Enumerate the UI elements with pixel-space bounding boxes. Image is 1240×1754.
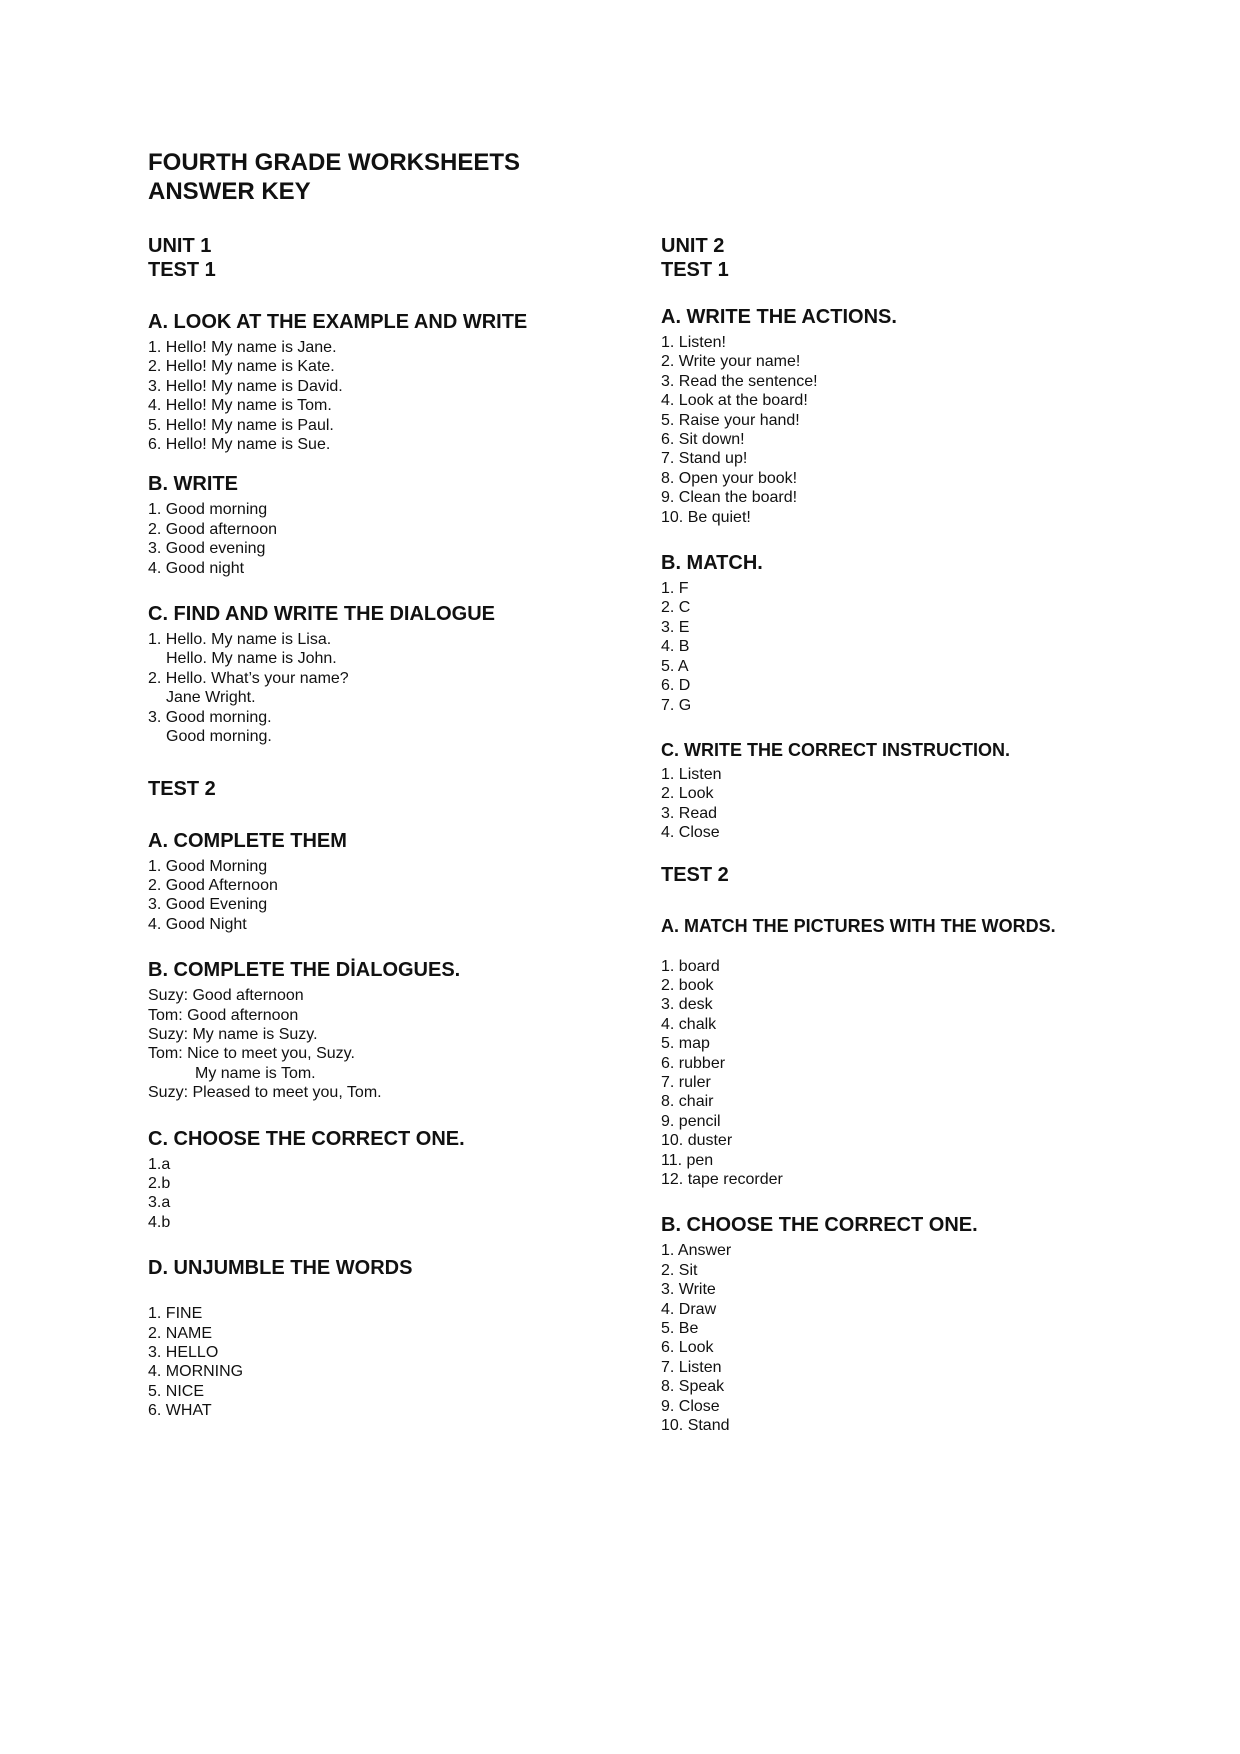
list-item: 3. Write (661, 1281, 716, 1299)
u2-t1-section-b-heading: B. MATCH. (661, 552, 763, 575)
list-item: 2.b (148, 1174, 171, 1192)
list-item: Tom: Nice to meet you, Suzy. (148, 1045, 355, 1063)
list-item: 4. Draw (661, 1300, 717, 1318)
list-item: 1. FINE (148, 1305, 203, 1323)
list-item: 2. Look (661, 785, 714, 803)
list-item: 5. Hello! My name is Paul. (148, 416, 334, 434)
list-item: 8. chair (661, 1093, 714, 1111)
list-item: 3. Read (661, 804, 718, 822)
unit-1-test-2-heading: TEST 2 (148, 777, 216, 800)
u1-t1-section-c-list (148, 630, 628, 746)
list-item: 1. Good Morning (148, 857, 268, 875)
list-item: 2. Hello. What’s your name? (148, 669, 349, 687)
u1-t2-section-b-list (148, 986, 628, 1102)
list-item: Tom: Good afternoon (148, 1006, 299, 1024)
u1-t2-section-a-list (148, 857, 628, 935)
list-item: 1. Hello! My name is Jane. (148, 339, 337, 356)
list-item: 10. duster (661, 1132, 733, 1150)
unit-1-heading: UNIT 1 (148, 235, 212, 257)
list-item: 9. Close (661, 1397, 720, 1415)
list-item: 6. Look (661, 1339, 714, 1357)
list-item: 3. Read the sentence! (661, 372, 818, 390)
unit-2-test-2-heading: TEST 2 (661, 863, 729, 886)
u1-t1-section-a-list (148, 338, 628, 454)
list-item: 2. Sit (661, 1261, 698, 1279)
list-item: 7. G (661, 696, 692, 714)
u1-t2-section-d-heading: D. UNJUMBLE THE WORDS (148, 1257, 413, 1280)
list-item: 8. Speak (661, 1378, 725, 1396)
u1-t1-section-c-heading: C. FIND AND WRITE THE DIALOGUE (148, 603, 496, 626)
list-item: 1. board (661, 957, 720, 975)
u2-t1-section-b-list (661, 579, 1141, 715)
right-column (661, 234, 1141, 1435)
list-item: 2. Hello! My name is Kate. (148, 358, 335, 376)
list-item: 9. Clean the board! (661, 489, 798, 507)
list-item: 2. Good Afternoon (148, 876, 278, 894)
u2-t1-section-a-list (661, 333, 1141, 527)
list-item: 4. Good Night (148, 915, 247, 933)
list-item: 10. Be quiet! (661, 508, 751, 526)
list-item: 11. pen (661, 1151, 714, 1169)
u2-t2-section-a-heading: A. MATCH THE PICTURES WITH THE WORDS. (661, 915, 1056, 936)
list-item: 3.a (148, 1194, 171, 1212)
list-item: 4. MORNING (148, 1363, 244, 1381)
list-item: 1. F (661, 580, 689, 598)
list-item: 2. Write your name! (661, 353, 801, 371)
u1-t1-section-a-heading: A. LOOK AT THE EXAMPLE AND WRITE (148, 311, 528, 333)
list-item: 1. Listen (661, 765, 722, 783)
list-item: My name is Tom. (195, 1064, 316, 1082)
list-item: 3. desk (661, 996, 713, 1014)
list-item: 5. map (661, 1035, 710, 1053)
list-item: 3. Good evening (148, 540, 266, 558)
u2-t1-section-c-list (661, 765, 1141, 843)
u1-t2-section-b-heading: B. COMPLETE THE DİALOGUES. (148, 959, 461, 982)
list-item: 6. Sit down! (661, 431, 745, 449)
list-item: 5. Be (661, 1320, 699, 1338)
u2-t1-section-a-heading: A. WRITE THE ACTIONS. (661, 306, 897, 328)
list-item: 4. Look at the board! (661, 392, 808, 410)
u2-t2-section-b-heading: B. CHOOSE THE CORRECT ONE. (661, 1214, 978, 1237)
list-item: 4.b (148, 1213, 171, 1231)
u2-t2-section-b-list (661, 1241, 1141, 1435)
list-item: 1. Answer (661, 1242, 732, 1260)
list-item: 9. pencil (661, 1112, 721, 1130)
list-item: Suzy: Good afternoon (148, 987, 304, 1005)
list-item: 3. E (661, 618, 690, 636)
list-item: Good morning. (166, 728, 272, 746)
list-item: 6. rubber (661, 1054, 726, 1072)
page-title (148, 148, 520, 206)
list-item: 6. D (661, 677, 691, 695)
list-item: 4. Hello! My name is Tom. (148, 397, 332, 415)
u1-t2-section-a-heading: A. COMPLETE THEM (148, 829, 347, 852)
left-column (148, 234, 628, 1421)
u1-t1-section-b-list (148, 500, 628, 578)
list-item: 7. Listen (661, 1358, 722, 1376)
list-item: 6. Hello! My name is Sue. (148, 436, 331, 454)
list-item: 3. Good Evening (148, 896, 268, 914)
list-item: 6. WHAT (148, 1402, 212, 1420)
u1-t2-section-d-list (148, 1304, 628, 1420)
list-item: 1. Good morning (148, 501, 268, 519)
list-item: 4. B (661, 638, 690, 656)
list-item: 3. HELLO (148, 1344, 219, 1361)
list-item: 4. Close (661, 824, 720, 842)
list-item: 8. Open your book! (661, 469, 798, 487)
list-item: 12. tape recorder (661, 1171, 783, 1188)
u1-t2-section-c-list (148, 1155, 628, 1233)
list-item: 1. Hello. My name is Lisa. (148, 631, 332, 649)
list-item: 4. Good night (148, 559, 245, 577)
list-item: 5. A (661, 657, 689, 675)
unit-2-heading: UNIT 2 (661, 235, 725, 257)
unit-1-test-1-heading: TEST 1 (148, 259, 216, 281)
list-item: Jane Wright. (166, 689, 256, 707)
list-item: 2. book (661, 976, 714, 994)
list-item: 5. NICE (148, 1382, 205, 1400)
u1-t1-section-b-heading: B. WRITE (148, 473, 238, 496)
list-item: 10. Stand (661, 1417, 730, 1435)
title-line-1: FOURTH GRADE WORKSHEETS (148, 149, 520, 176)
list-item: 5. Raise your hand! (661, 411, 800, 429)
u1-t2-section-c-heading: C. CHOOSE THE CORRECT ONE. (148, 1127, 465, 1150)
list-item: 2. C (661, 599, 691, 617)
list-item: 7. Stand up! (661, 450, 748, 468)
list-item: 7. ruler (661, 1073, 711, 1091)
title-line-2: ANSWER KEY (148, 178, 311, 205)
list-item: 3. Good morning. (148, 708, 272, 726)
u2-t2-section-a-list (661, 957, 1141, 1190)
u2-t1-section-c-heading: C. WRITE THE CORRECT INSTRUCTION. (661, 739, 1010, 760)
list-item: 2. NAME (148, 1324, 213, 1342)
list-item: 3. Hello! My name is David. (148, 377, 343, 395)
list-item: Suzy: My name is Suzy. (148, 1025, 318, 1043)
list-item: Hello. My name is John. (166, 650, 337, 668)
list-item: 2. Good afternoon (148, 520, 277, 538)
list-item: Suzy: Pleased to meet you, Tom. (148, 1084, 382, 1102)
list-item: 1. Listen! (661, 334, 726, 351)
list-item: 1.a (148, 1155, 171, 1173)
unit-2-test-1-heading: TEST 1 (661, 259, 729, 281)
list-item: 4. chalk (661, 1015, 717, 1033)
